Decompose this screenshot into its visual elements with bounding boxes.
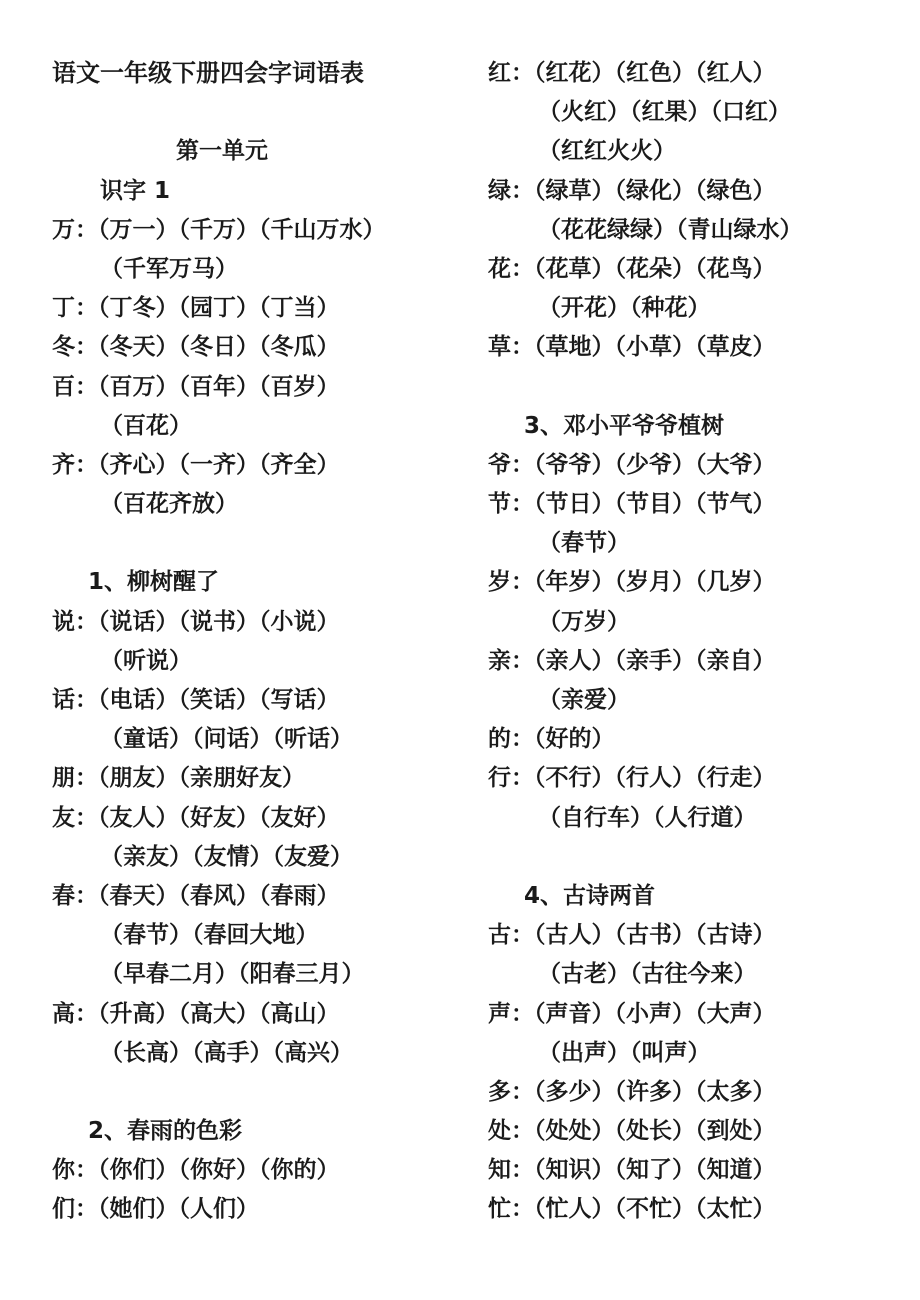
vocabulary-continuation: （春节） [538, 530, 630, 557]
subsection-heading: 识字 1 [100, 177, 171, 204]
vocabulary-entry: 朋：（朋友）（亲朋好友） [52, 765, 305, 792]
lesson-heading: 2、春雨的色彩 [88, 1118, 243, 1145]
vocabulary-continuation: （听说） [100, 647, 192, 674]
blank-line [52, 524, 462, 563]
vocabulary-entry: 百：（百万）（百年）（百岁） [52, 373, 340, 400]
vocabulary-continuation: （亲爱） [538, 687, 630, 713]
vocabulary-entry: 多：（多少）（许多）（太多） [488, 1078, 776, 1105]
blank-line [488, 838, 888, 877]
vocabulary-continuation: （百花） [100, 412, 192, 439]
blank-line [52, 1073, 462, 1112]
right-column [488, 54, 888, 1230]
vocabulary-entry: 丁：（丁冬）（园丁）（丁当） [52, 295, 340, 322]
vocabulary-continuation: （亲友）（友情）（友爱） [100, 843, 353, 870]
vocabulary-entry: 知：（知识）（知了）（知道） [488, 1157, 776, 1184]
vocabulary-continuation: （童话）（问话）（听话） [100, 726, 353, 753]
vocabulary-continuation: （出声）（叫声） [538, 1039, 711, 1066]
vocabulary-entry: 们：（她们）（人们） [52, 1196, 259, 1223]
vocabulary-entry: 红：（红花）（红色）（红人） [488, 60, 776, 86]
blank-line [488, 368, 888, 407]
vocabulary-continuation: （春节）（春回大地） [100, 922, 319, 949]
vocabulary-entry: 话：（电话）（笑话）（写话） [52, 687, 340, 713]
lesson-heading: 1、柳树醒了 [88, 569, 220, 596]
vocabulary-continuation: （火红）（红果）（口红） [538, 99, 791, 126]
vocabulary-continuation: （千军万马） [100, 255, 238, 282]
vocabulary-entry: 绿：（绿草）（绿化）（绿色） [488, 177, 776, 204]
lesson-heading: 3、邓小平爷爷植树 [524, 412, 725, 439]
vocabulary-continuation: （长高）（高手）（高兴） [100, 1039, 353, 1066]
vocabulary-continuation: （红红火火） [538, 138, 676, 165]
vocabulary-entry: 忙：（忙人）（不忙）（太忙） [488, 1196, 776, 1223]
left-column [52, 54, 462, 1230]
blank-line [52, 93, 462, 132]
vocabulary-entry: 草：（草地）（小草）（草皮） [488, 334, 776, 361]
vocabulary-entry: 齐：（齐心）（一齐）（齐全） [52, 451, 340, 478]
vocabulary-entry: 节：（节日）（节目）（节气） [488, 491, 776, 518]
vocabulary-entry: 高：（升高）（高大）（高山） [52, 1000, 340, 1027]
vocabulary-entry: 岁：（年岁）（岁月）（几岁） [488, 569, 776, 596]
vocabulary-entry: 你：（你们）（你好）（你的） [52, 1157, 340, 1184]
vocabulary-entry: 古：（古人）（古书）（古诗） [488, 922, 776, 949]
vocabulary-continuation: （万岁） [538, 608, 630, 635]
vocabulary-entry: 说：（说话）（说书）（小说） [52, 608, 340, 635]
vocabulary-entry: 亲：（亲人）（亲手）（亲自） [488, 647, 776, 674]
vocabulary-entry: 行：（不行）（行人）（行走） [488, 765, 776, 792]
vocabulary-continuation: （开花）（种花） [538, 295, 711, 322]
vocabulary-entry: 处：（处处）（处长）（到处） [488, 1118, 776, 1145]
vocabulary-entry: 花：（花草）（花朵）（花鸟） [488, 255, 776, 282]
vocabulary-entry: 的：（好的） [488, 726, 615, 753]
vocabulary-entry: 声：（声音）（小声）（大声） [488, 1000, 776, 1027]
vocabulary-entry: 友：（友人）（好友）（友好） [52, 804, 340, 831]
unit-heading: 第一单元 [176, 138, 268, 165]
vocabulary-entry: 冬：（冬天）（冬日）（冬瓜） [52, 334, 340, 361]
vocabulary-continuation: （早春二月）（阳春三月） [100, 961, 365, 988]
lesson-heading: 4、古诗两首 [524, 882, 656, 909]
vocabulary-entry: 爷：（爷爷）（少爷）（大爷） [488, 451, 776, 478]
vocabulary-entry: 春：（春天）（春风）（春雨） [52, 882, 340, 909]
document-title: 语文一年级下册四会字词语表 [52, 59, 364, 87]
vocabulary-continuation: （自行车）（人行道） [538, 804, 757, 831]
vocabulary-entry: 万：（万一）（千万）（千山万水） [52, 216, 386, 243]
vocabulary-continuation: （花花绿绿）（青山绿水） [538, 216, 803, 243]
vocabulary-continuation: （古老）（古往今来） [538, 961, 757, 988]
vocabulary-continuation: （百花齐放） [100, 491, 238, 518]
